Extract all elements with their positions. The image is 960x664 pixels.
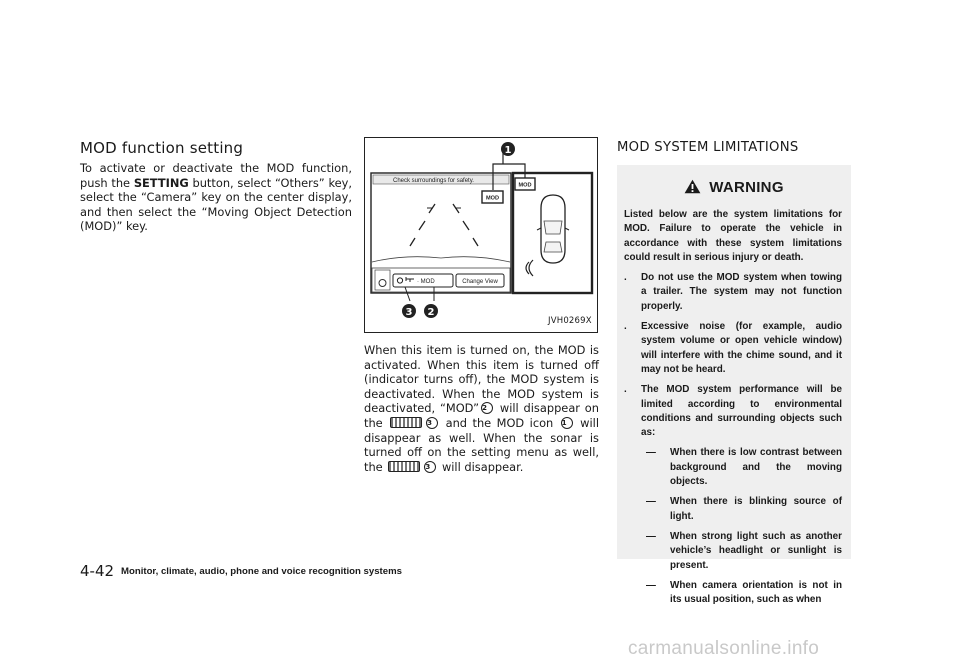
mod-icon-right-label: MOD: [518, 182, 532, 189]
bullet-marker: .: [624, 272, 627, 284]
limitations-heading: MOD SYSTEM LIMITATIONS: [617, 140, 799, 155]
warning-bullet: [624, 271, 842, 314]
warning-subitem-text: When strong light such as another vehicle’s headlight or sunlight is present.: [670, 530, 842, 571]
dash-marker: —: [646, 447, 656, 459]
callout-3-number: 3: [405, 307, 413, 318]
warning-subitem-text: When there is blinking source of light.: [670, 496, 842, 522]
ref-3-icon: 3: [424, 461, 436, 473]
watermark: carmanualsonline.info: [628, 638, 820, 659]
bullet-marker: .: [624, 321, 627, 333]
section-heading: MOD function setting: [80, 139, 244, 157]
warning-subitem: [646, 530, 842, 573]
setting-button-name: SETTING: [133, 175, 189, 190]
warning-subitem-text: When there is low contrast between background and the moving objects.: [670, 447, 842, 488]
warning-bullet: [624, 320, 842, 377]
ref-1-icon: 1: [561, 417, 573, 429]
callout-1-number: 1: [504, 145, 512, 156]
mod-description-text-2: will disappear on the: [364, 401, 599, 430]
page-number: 4-42: [80, 562, 115, 580]
indicator-label: · MOD: [417, 279, 435, 285]
mod-icon-label: MOD: [485, 195, 500, 202]
ref-2-icon: 2: [481, 402, 493, 414]
mod-description-paragraph: [364, 343, 599, 474]
ref-3-icon: 3: [426, 417, 438, 429]
dash-marker: —: [646, 496, 656, 508]
mod-description-text-1: When this item is turned on, the MOD is activated. When this item is turned off (indicator turns off), the MOD system is deactivated. When the MOD system is deactivated, “MOD”: [364, 343, 599, 416]
warning-box: [617, 165, 851, 606]
warning-subitem: [646, 495, 842, 524]
mod-description-text-5: will disappear.: [438, 459, 524, 474]
warning-bullet-text: Do not use the MOD system when towing a trailer. The system may not function properly.: [641, 272, 842, 312]
mod-indicator-icon: [388, 461, 420, 472]
callout-2-number: 2: [427, 307, 435, 318]
change-view-label: Change View: [462, 279, 498, 285]
mod-description-text-3: and the MOD icon: [440, 415, 559, 430]
mod-description-text-4: will disappear as well. When the sonar is turned off on the setting menu as well, the: [364, 415, 599, 474]
warning-icon: [684, 179, 701, 194]
dash-marker: —: [646, 530, 656, 542]
warning-subitem: [646, 579, 842, 608]
footer-section-title: Monitor, climate, audio, phone and voice recognition systems: [121, 566, 402, 577]
dash-marker: —: [646, 579, 656, 591]
camera-display-figure: [364, 137, 598, 333]
safety-banner-text: Check surroundings for safety.: [393, 178, 474, 184]
warning-bullet-text: The MOD system performance will be limited according to environmental conditions and surrounding objects such as:: [641, 384, 842, 439]
warning-subitem: [646, 446, 842, 489]
bullet-marker: .: [624, 384, 627, 396]
warning-intro: Listed below are the system limitations for MOD. Failure to operate the vehicle in accordance with these system limitations could result in serious injury or death.: [624, 209, 842, 263]
mod-setting-paragraph: [80, 161, 352, 234]
warning-title-row: [617, 179, 851, 196]
warning-bullet: [624, 383, 842, 440]
mod-setting-text-2: button, select “Others” key, select the “Camera” key on the center display, and then select the “Moving Object Detection (MOD)” key.: [80, 175, 353, 234]
mod-setting-text-1: To activate or deactivate the MOD function, push the: [80, 161, 352, 190]
warning-body: [624, 208, 842, 613]
warning-bullet-text: Excessive noise (for example, audio system volume or open vehicle window) will interfere with the chime sound, and it may not be heard.: [641, 321, 842, 375]
warning-subitem-text: When camera orientation is not in its usual position, such as when: [670, 579, 842, 606]
mod-indicator-icon: [390, 417, 422, 428]
figure-code: JVH0269X: [548, 316, 592, 326]
warning-title: WARNING: [709, 179, 784, 196]
camera-display-illustration: [365, 138, 597, 332]
vehicle-icon: [537, 195, 569, 263]
